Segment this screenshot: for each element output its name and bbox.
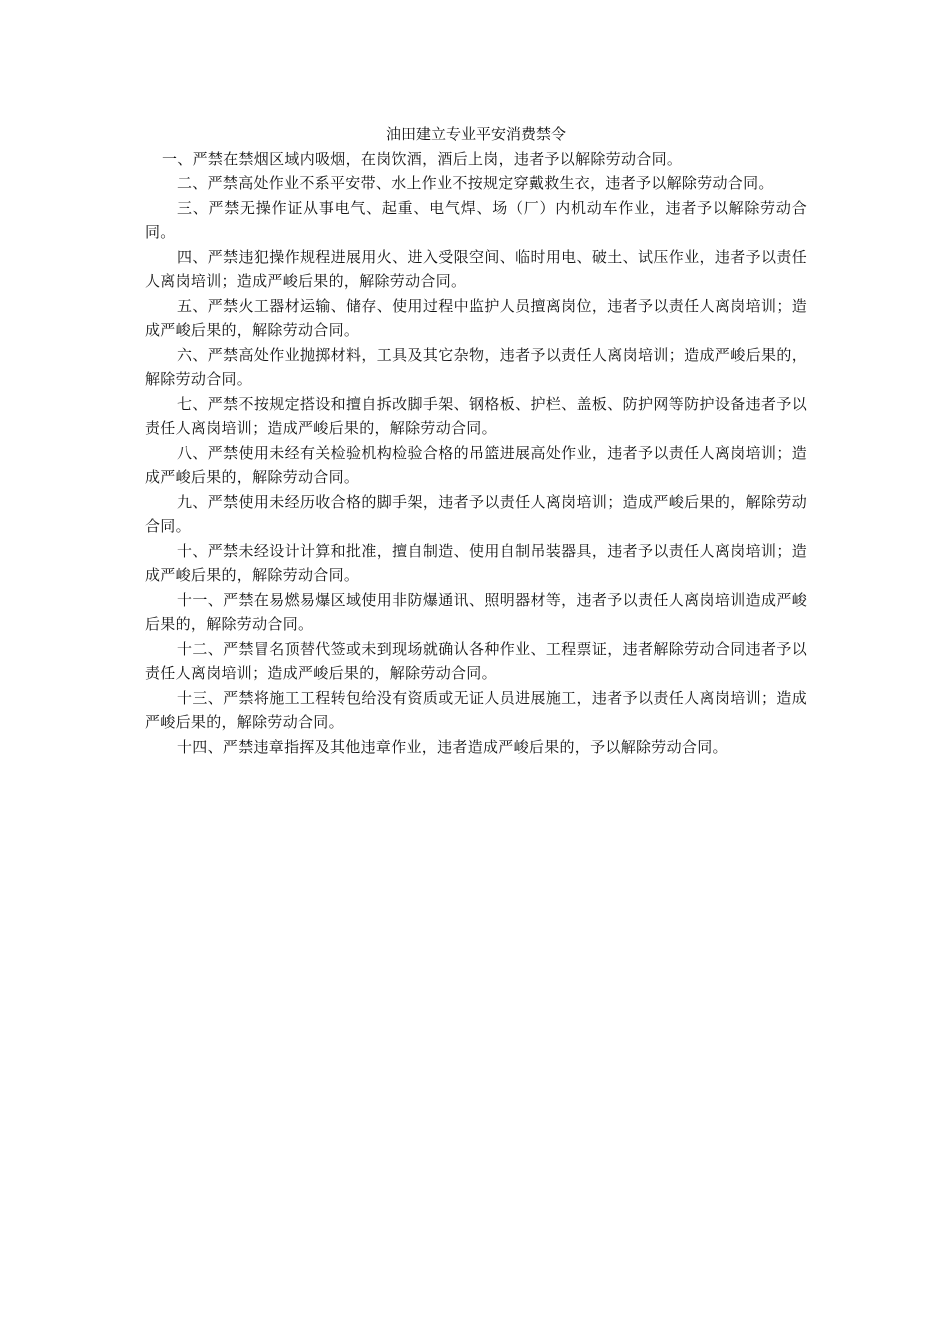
clause-6: 六、严禁高处作业抛掷材料，工具及其它杂物，违者予以责任人离岗培训；造成严峻后果的，解除劳动合同。: [145, 345, 807, 388]
clause-11: 十一、严禁在易燃易爆区域使用非防爆通讯、照明器材等，违者予以责任人离岗培训造成严峻后果的，解除劳动合同。: [145, 590, 807, 633]
clause-3: 三、严禁无操作证从事电气、起重、电气焊、场（厂）内机动车作业，违者予以解除劳动合同。: [145, 198, 807, 241]
clause-2: 二、严禁高处作业不系平安带、水上作业不按规定穿戴救生衣，违者予以解除劳动合同。: [177, 174, 774, 192]
clause-9: 九、严禁使用未经历收合格的脚手架，违者予以责任人离岗培训；造成严峻后果的，解除劳动合同。: [145, 492, 807, 535]
clause-13: 十三、严禁将施工工程转包给没有资质或无证人员进展施工，违者予以责任人离岗培训；造成严峻后果的，解除劳动合同。: [145, 688, 807, 731]
clause-14: 十四、严禁违章指挥及其他违章作业，违者造成严峻后果的，予以解除劳动合同。: [177, 737, 728, 756]
document-title: 油田建立专业平安消费禁令: [385, 125, 566, 143]
clause-10: 十、严禁未经设计计算和批准，擅自制造、使用自制吊装器具，违者予以责任人离岗培训；造成严峻后果的，解除劳动合同。: [145, 541, 807, 584]
document-page: [145, 122, 807, 759]
clause-7: 七、严禁不按规定搭设和擅自拆改脚手架、钢格板、护栏、盖板、防护网等防护设备违者予以责任人离岗培训；造成严峻后果的，解除劳动合同。: [145, 394, 807, 437]
clause-8: 八、严禁使用未经有关检验机构检验合格的吊篮进展高处作业，违者予以责任人离岗培训；造成严峻后果的，解除劳动合同。: [145, 443, 807, 486]
clause-4: 四、严禁违犯操作规程进展用火、进入受限空间、临时用电、破土、试压作业，违者予以责任人离岗培训；造成严峻后果的，解除劳动合同。: [145, 247, 807, 290]
clause-1: 一、严禁在禁烟区域内吸烟，在岗饮酒，酒后上岗，违者予以解除劳动合同。: [162, 149, 683, 168]
clause-12: 十二、严禁冒名顶替代签或未到现场就确认各种作业、工程票证，违者解除劳动合同违者予以责任人离岗培训；造成严峻后果的，解除劳动合同。: [145, 639, 807, 682]
clause-5: 五、严禁火工器材运输、储存、使用过程中监护人员擅离岗位，违者予以责任人离岗培训；造成严峻后果的，解除劳动合同。: [145, 296, 807, 339]
